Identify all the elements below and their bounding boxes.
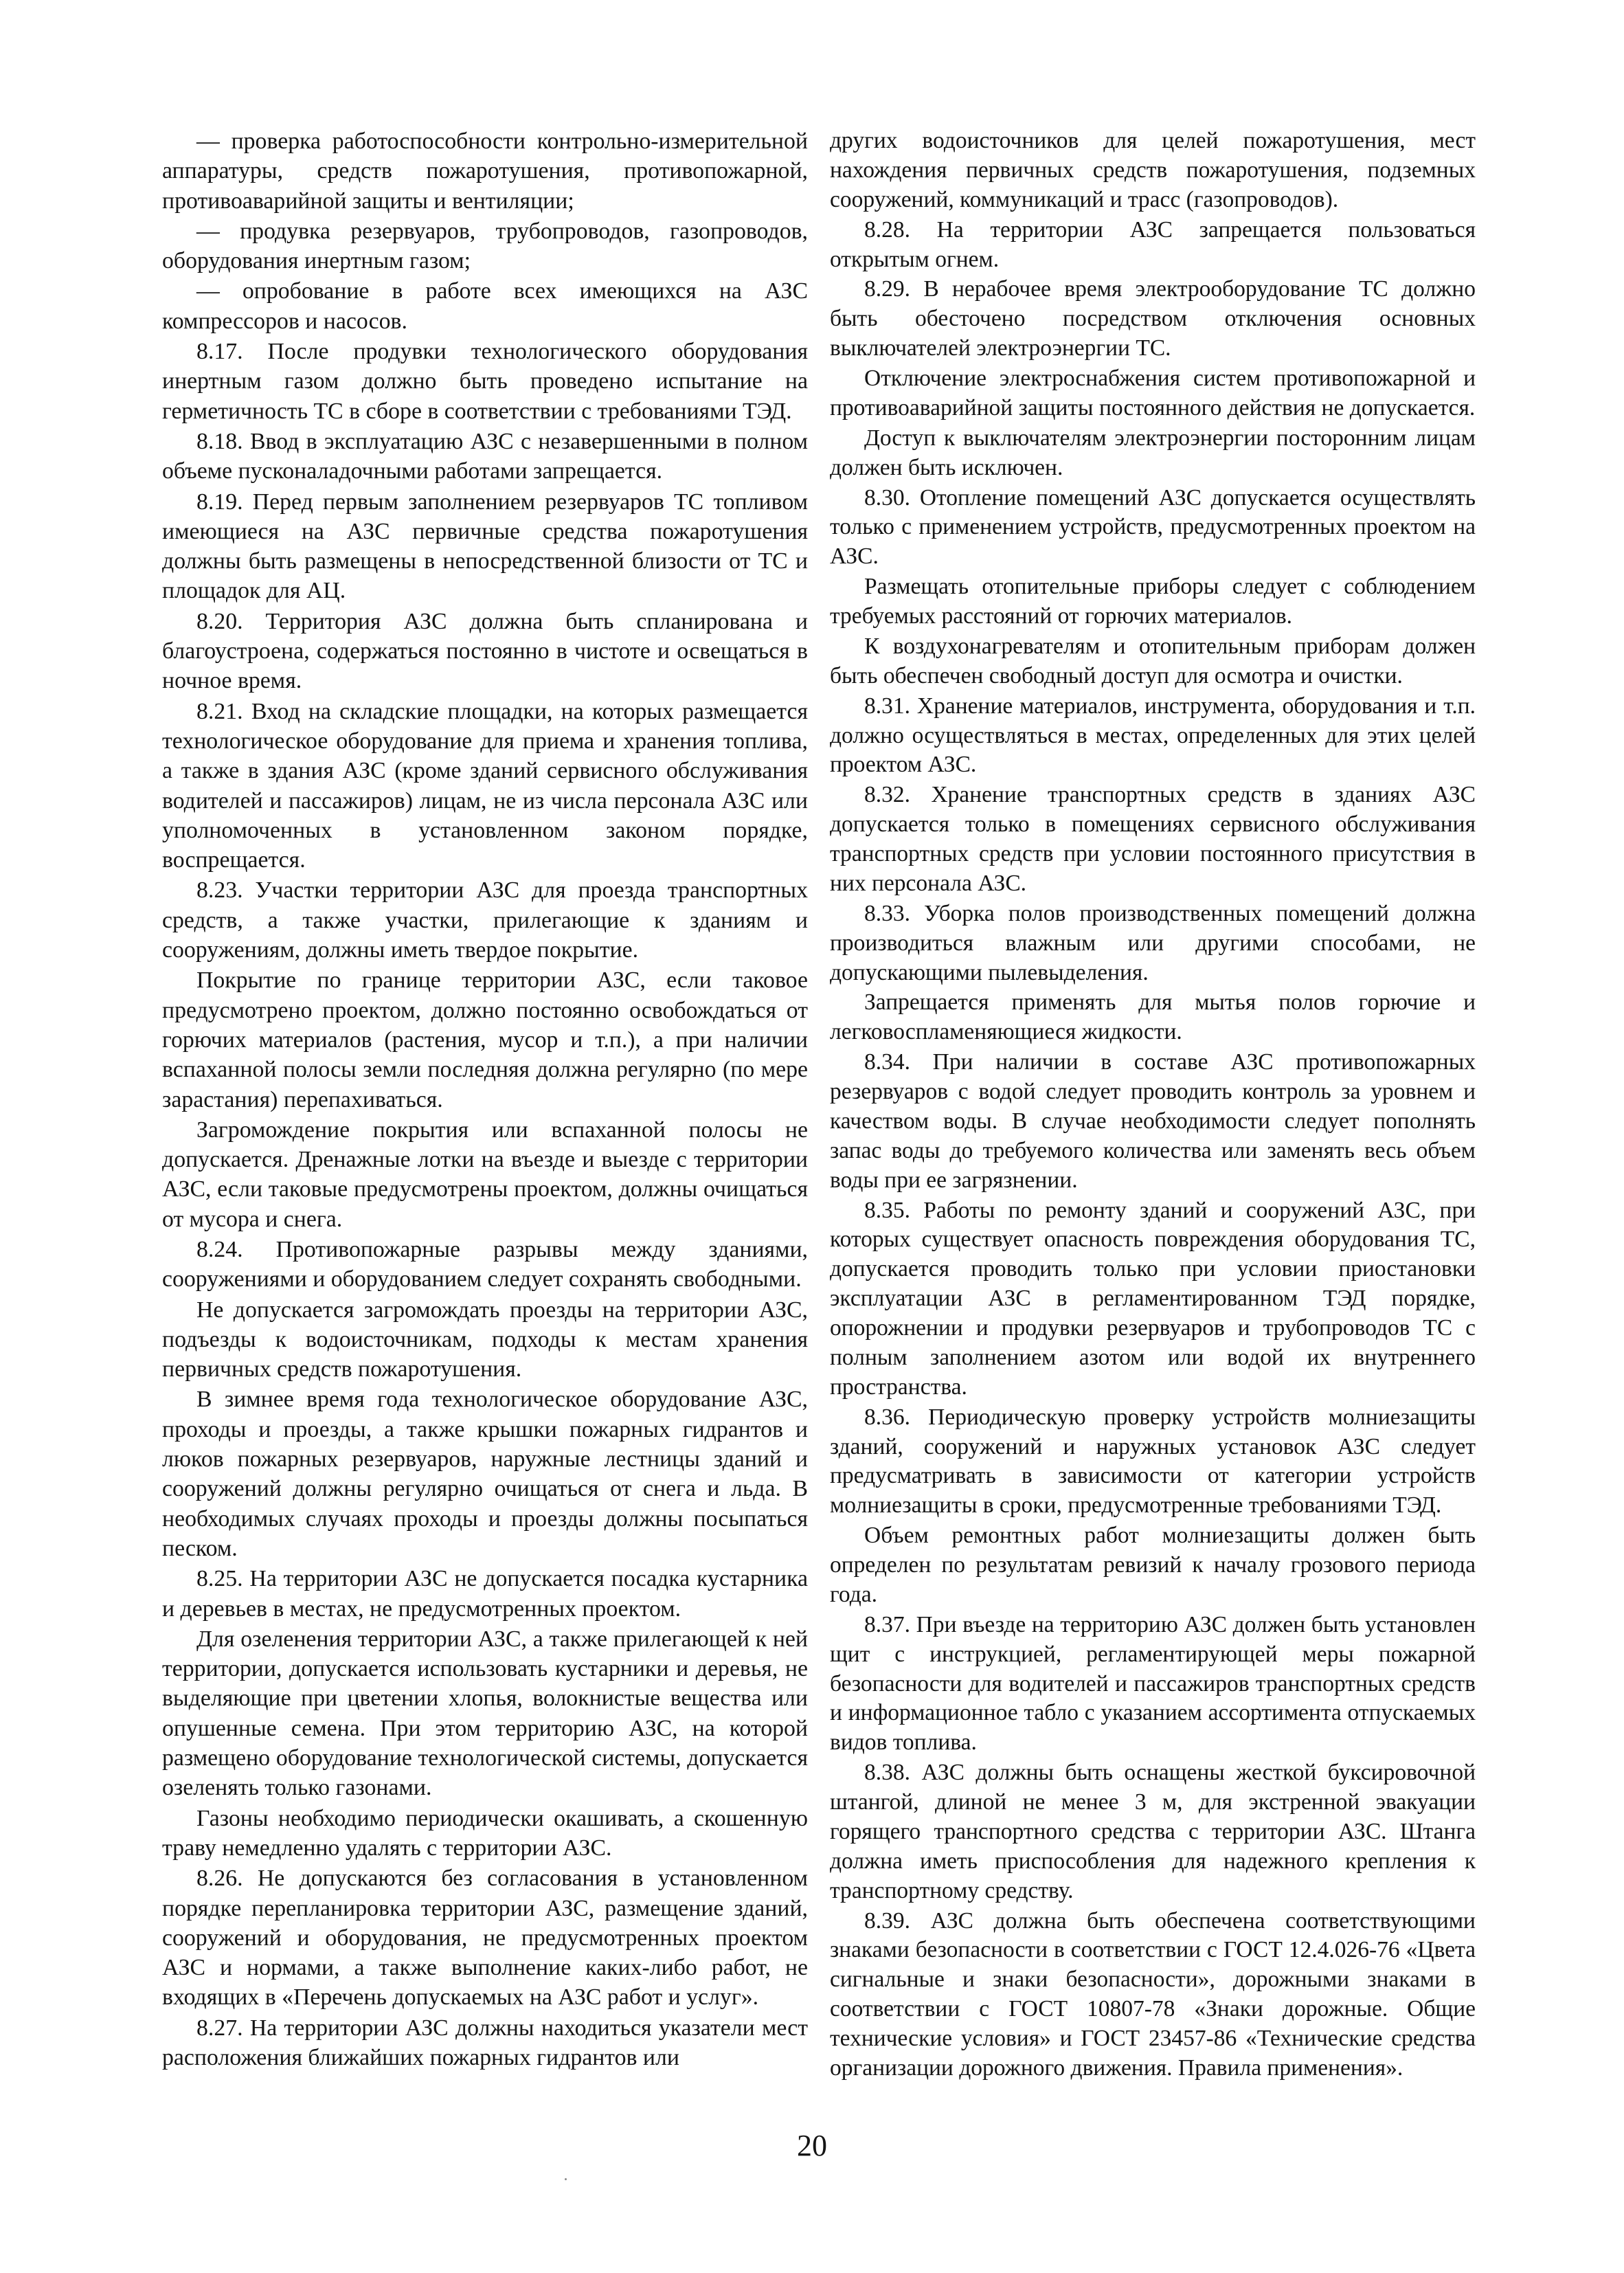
paragraph: 8.38. АЗС должны быть оснащены жесткой буксировочной штангой, длиной не менее 3 м, для экстренной эвакуации горящего транспортного средства с территории АЗС. Штанга должна иметь приспособления для надежного крепления к транспортному средству. <box>830 1760 1476 1903</box>
paragraph: Газоны необходимо периодически окашивать, а скошенную траву немедленно удалять с территории АЗС. <box>162 1805 808 1861</box>
paragraph: Отключение электроснабжения систем противопожарной и противоаварийной защиты постоянного действия не допускается. <box>830 366 1476 421</box>
paragraph: 8.26. Не допускаются без согласования в установленном порядке перепланировка территории АЗС, размещение зданий, сооружений и оборудования, не предусмотренных проектом АЗС и нормами, а также выполнение каких-либо работ, не входящих в «Перечень допускаемых на АЗС работ и услуг». <box>162 1866 808 2011</box>
paragraph: 8.34. При наличии в составе АЗС противопожарных резервуаров с водой следует проводить контроль за уровнем и качеством воды. В случае необходимости следует пополнять запас воды до требуемого количества или заменять весь объем воды при ее загрязнении. <box>830 1049 1476 1193</box>
paragraph: Объем ремонтных работ молниезащиты должен быть определен по результатам ревизий к началу грозового периода года. <box>830 1523 1476 1607</box>
paragraph: 8.17. После продувки технологического оборудования инертным газом должно быть проведено испытание на герметичность ТС в сборе в соответствии с требованиями ТЭД. <box>162 339 808 424</box>
paragraph: Не допускается загромождать проезды на территории АЗС, подъезды к водоисточникам, подходы к местам хранения первичных средств пожаротушения. <box>162 1297 808 1382</box>
paragraph: 8.31. Хранение материалов, инструмента, оборудования и т.п. должно осуществляться в местах, определенных для этих целей проектом АЗС. <box>830 693 1476 778</box>
paragraph: 8.35. Работы по ремонту зданий и сооружений АЗС, при которых существует опасность повреждения оборудования ТС, допускается проводить только при условии приостановки эксплуатации АЗС в регламентированном ТЭД порядке, опорожнении и продувки резервуаров и трубопроводов ТС с полным заполнением азотом или водой их внутреннего пространства. <box>830 1197 1476 1400</box>
paragraph: других водоисточников для целей пожаротушения, мест нахождения первичных средств пожаротушения, подземных сооружений, коммуникаций и трасс (газопроводов). <box>830 128 1476 212</box>
paragraph: — проверка работоспособности контрольно-измерительной аппаратуры, средств пожаротушения, противопожарной, противоаварийной защиты и вентиляции; <box>162 128 808 214</box>
paragraph: 8.32. Хранение транспортных средств в зданиях АЗС допускается только в помещениях сервисного обслуживания транспортных средств при условии постоянного присутствия в них персонала АЗС. <box>830 782 1476 896</box>
paragraph: — опробование в работе всех имеющихся на АЗС компрессоров и насосов. <box>162 278 808 334</box>
paragraph: 8.20. Территория АЗС должна быть спланирована и благоустроена, содержаться постоянно в чистоте и освещаться в ночное время. <box>162 608 808 694</box>
page-number: 20 <box>797 2129 827 2162</box>
paragraph: К воздухонагревателям и отопительным приборам должен быть обеспечен свободный доступ для осмотра и очистки. <box>830 633 1476 688</box>
paragraph: 8.36. Периодическую проверку устройств молниезащиты зданий, сооружений и наружных установок АЗС следует предусматривать в зависимости от категории устройств молниезащиты в сроки, предусмотренные требованиями ТЭД. <box>830 1404 1476 1519</box>
paragraph: 8.19. Перед первым заполнением резервуаров ТС топливом имеющиеся на АЗС первичные средства пожаротушения должны быть размещены в непосредственной близости от ТС и площадок для АЦ. <box>162 489 808 604</box>
paragraph: 8.30. Отопление помещений АЗС допускается осуществлять только с применением устройств, предусмотренных проектом на АЗС. <box>830 484 1476 570</box>
paragraph: В зимнее время года технологическое оборудование АЗС, проходы и проезды, а также крышки пожарных гидрантов и люков пожарных резервуаров, наружные лестницы зданий и сооружений должны регулярно очищаться от снега и льда. В необходимых случаях проходы и проезды должны посыпаться песком. <box>162 1387 808 1561</box>
paragraph: Покрытие по границе территории АЗС, если таковое предусмотрено проектом, должно постоянно освобождаться от горючих материалов (растения, мусор и т.п.), а при наличии вспаханной полосы земли последняя должна регулярно (по мере зарастания) перепахиваться. <box>162 967 808 1112</box>
paragraph: — продувка резервуаров, трубопроводов, газопроводов, оборудования инертным газом; <box>162 218 808 274</box>
paragraph: Доступ к выключателям электроэнергии посторонним лицам должен быть исключен. <box>830 425 1476 480</box>
paragraph: Размещать отопительные приборы следует с соблюдением требуемых расстояний от горючих материалов. <box>830 574 1476 629</box>
paragraph: 8.27. На территории АЗС должны находиться указатели мест расположения ближайших пожарных гидрантов или <box>162 2015 808 2070</box>
paragraph: Загромождение покрытия или вспаханной полосы не допускается. Дренажные лотки на въезде и выезде с территории АЗС, если таковые предусмотрены проектом, должны очищаться от мусора и снега. <box>162 1117 808 1232</box>
paragraph: 8.21. Вход на складские площадки, на которых размещается технологическое оборудование для приема и хранения топлива, а также в здания АЗС (кроме зданий сервисного обслуживания водителей и пассажиров) лицам, не из числа персонала АЗС или уполномоченных в установленном законом порядке, воспрещается. <box>162 698 808 873</box>
paragraph: 8.33. Уборка полов производственных помещений должна производиться влажным или другими способами, не допускающими пылевыделения. <box>830 900 1476 985</box>
paragraph: 8.37. При въезде на территорию АЗС должен быть установлен щит с инструкцией, регламентирующей меры пожарной безопасности для водителей и пассажиров транспортных средств и информационное табло с указанием ассортимента отпускаемых видов топлива. <box>830 1611 1476 1756</box>
paragraph: 8.24. Противопожарные разрывы между зданиями, сооружениями и оборудованием следует сохранять свободными. <box>162 1236 808 1292</box>
paragraph: Запрещается применять для мытья полов горючие и легковоспламеняющиеся жидкости. <box>830 989 1476 1045</box>
paragraph: 8.29. В нерабочее время электрооборудование ТС должно быть обесточено посредством отключения основных выключателей электроэнергии ТС. <box>830 276 1476 361</box>
paragraph: 8.23. Участки территории АЗС для проезда транспортных средств, а также участки, прилегающие к зданиям и сооружениям, должны иметь твердое покрытие. <box>162 877 808 963</box>
paragraph: Для озеленения территории АЗС, а также прилегающей к ней территории, допускается использовать кустарники и деревья, не выделяющие при цветении хлопья, волокнистые вещества или опушенные семена. При этом территорию АЗС, на которой размещено оборудование технологической системы, допускается озеленять только газонами. <box>162 1626 808 1801</box>
left-text-column <box>162 126 808 2072</box>
paragraph: 8.39. АЗС должна быть обеспечена соответствующими знаками безопасности в соответствии с ГОСТ 12.4.026-76 «Цвета сигнальные и знаки безопасности», дорожными знаками в соответствии с ГОСТ 10807-78 «Знаки дорожные. Общие технические условия» и ГОСТ 23457-86 «Технические средства организации дорожного движения. Правила применения». <box>830 1907 1476 2081</box>
paragraph: 8.18. Ввод в эксплуатацию АЗС с незавершенными в полном объеме пусконаладочными работами запрещается. <box>162 428 808 484</box>
paragraph: 8.28. На территории АЗС запрещается пользоваться открытым огнем. <box>830 216 1476 272</box>
scan-speck <box>565 2178 567 2180</box>
paragraph: 8.25. На территории АЗС не допускается посадка кустарника и деревьев в местах, не предусмотренных проектом. <box>162 1566 808 1622</box>
right-text-column <box>830 126 1476 2083</box>
